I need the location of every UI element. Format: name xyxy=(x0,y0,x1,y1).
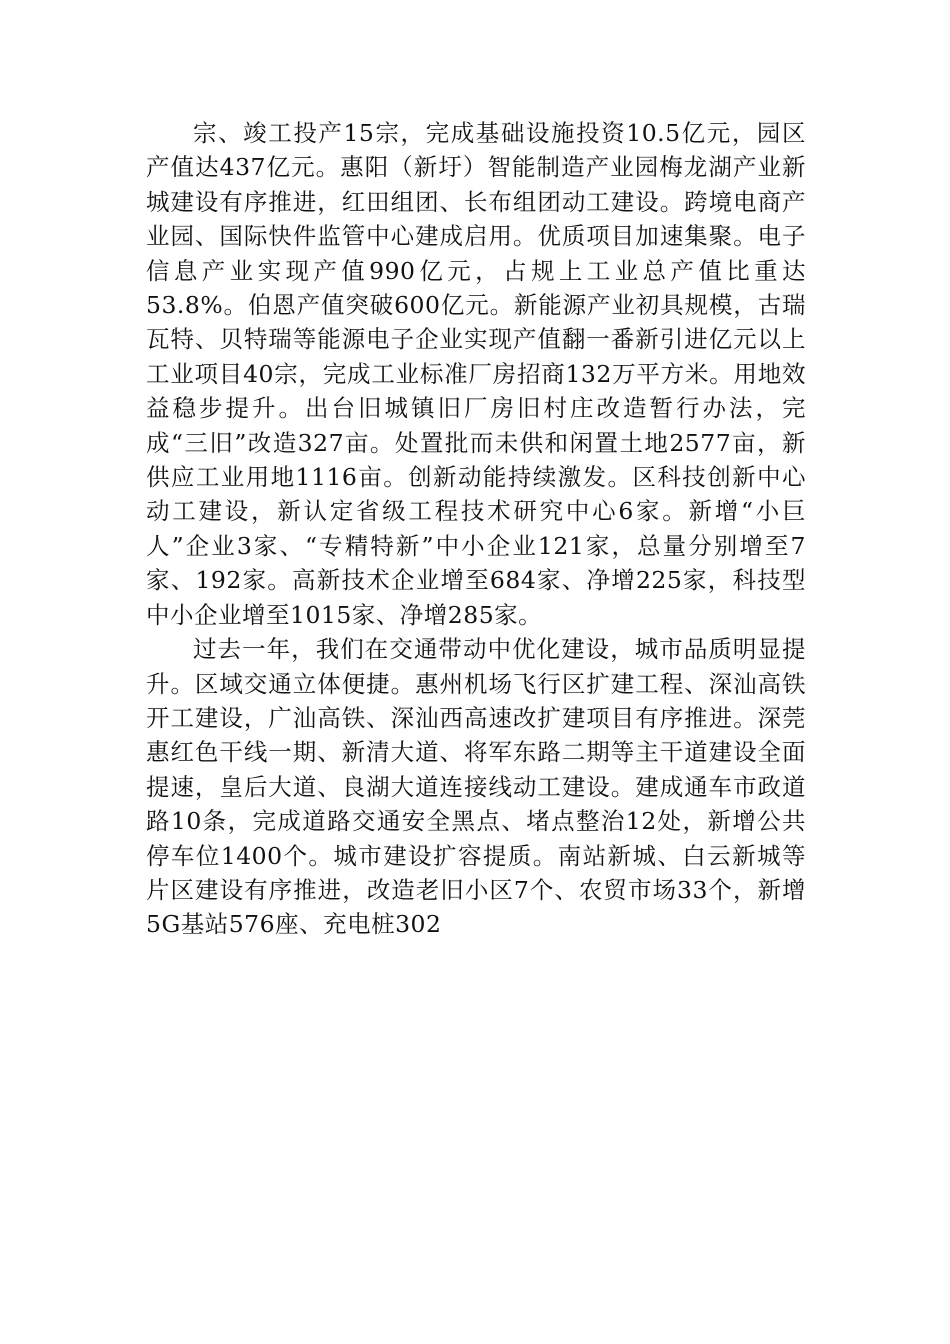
body-text xyxy=(146,116,806,942)
paragraph-2: 过去一年，我们在交通带动中优化建设，城市品质明显提升。区域交通立体便捷。惠州机场飞行区扩建工程、深汕高铁开工建设，广汕高铁、深汕西高速改扩建项目有序推进。深莞惠红色干线一期、新清大道、将军东路二期等主干道建设全面提速，皇后大道、良湖大道连接线动工建设。建成通车市政道路10条，完成道路交通安全黑点、堵点整治12处，新增公共停车位1400个。城市建设扩容提质。南站新城、白云新城等片区建设有序推进，改造老旧小区7个、农贸市场33个，新增5G基站576座、充电桩302 xyxy=(146,635,806,939)
paragraph-1: 宗、竣工投产15宗，完成基础设施投资10.5亿元，园区产值达437亿元。惠阳（新圩）智能制造产业园梅龙湖产业新城建设有序推进，红田组团、长布组团动工建设。跨境电商产业园、国际快件监管中心建成启用。优质项目加速集聚。电子信息产业实现产值990亿元，占规上工业总产值比重达53.8%。伯恩产值突破600亿元。新能源产业初具规模，古瑞瓦特、贝特瑞等能源电子企业实现产值翻一番新引进亿元以上工业项目40宗，完成工业标准厂房招商132万平方米。用地效益稳步提升。出台旧城镇旧厂房旧村庄改造暂行办法，完成“三旧”改造327亩。处置批而未供和闲置土地2577亩，新供应工业用地1116亩。创新动能持续激发。区科技创新中心动工建设，新认定省级工程技术研究中心6家。新增“小巨人”企业3家、“专精特新”中小企业121家，总量分别增至7家、192家。高新技术企业增至684家、净增225家，科技型中小企业增至1015家、净增285家。 xyxy=(146,119,806,629)
